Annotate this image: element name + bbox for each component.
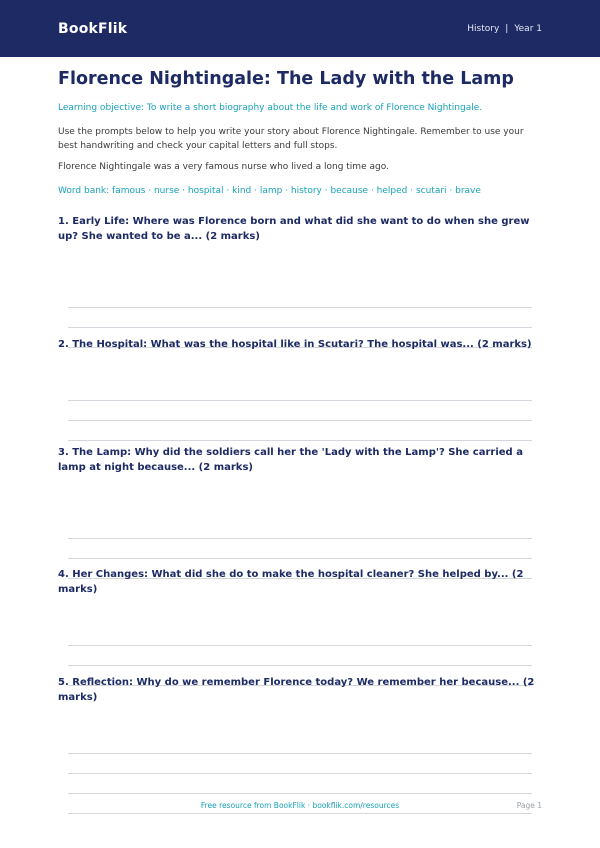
- question-text: 3. The Lamp: Why did the soldiers call her the 'Lady with the Lamp'? She carried a lamp at night because... (2 marks): [58, 447, 523, 473]
- question-block: [58, 445, 542, 475]
- question-block: [58, 675, 542, 705]
- question-text: 5. Reflection: Why do we remember Florence today? We remember her because... (2 marks): [58, 677, 535, 703]
- answer-line[interactable]: [68, 420, 532, 421]
- answer-line[interactable]: [68, 440, 532, 441]
- answer-line[interactable]: [68, 558, 532, 559]
- question-text: 4. Her Changes: What did she do to make the hospital cleaner? She helped by... (2 marks): [58, 569, 524, 595]
- question-text: 2. The Hospital: What was the hospital like in Scutari? The hospital was... (2 marks): [58, 339, 532, 350]
- question-block: [58, 567, 542, 597]
- header-bar: [0, 0, 600, 57]
- answer-line[interactable]: [68, 327, 532, 328]
- breadcrumb-separator: |: [505, 23, 509, 34]
- answer-line[interactable]: [68, 753, 532, 754]
- question-block: [58, 214, 542, 244]
- page-title: Florence Nightingale: The Lady with the Lamp: [58, 69, 514, 89]
- answer-line[interactable]: [68, 793, 532, 794]
- breadcrumb: [467, 24, 542, 34]
- worksheet-intro: [0, 68, 600, 198]
- answer-line[interactable]: [68, 538, 532, 539]
- question-text: 1. Early Life: Where was Florence born and what did she want to do when she grew up? She wanted to be a... (2 marks): [58, 216, 530, 242]
- breadcrumb-year[interactable]: Year 1: [514, 23, 542, 34]
- footer-text: Free resource from BookFlik · bookflik.com/resources: [200, 801, 400, 810]
- answer-line[interactable]: [68, 813, 532, 814]
- breadcrumb-subject[interactable]: History: [467, 23, 500, 34]
- opening-sentence: Florence Nightingale was a very famous nurse who lived a long time ago.: [58, 162, 389, 172]
- answer-line[interactable]: [68, 307, 532, 308]
- instructions: Use the prompts below to help you write your story about Florence Nightingale. Remember to use your best handwriting and check your capital letters and full stops.: [58, 127, 524, 151]
- learning-objective: Learning objective: To write a short biography about the life and work of Florence Nightingale.: [58, 103, 483, 113]
- answer-line[interactable]: [68, 400, 532, 401]
- question-block: [58, 337, 542, 352]
- page-number: Page 1: [516, 801, 542, 810]
- word-bank: Word bank: famous · nurse · hospital · kind · lamp · history · because · helped · scutari · brave: [58, 186, 481, 196]
- brand-logo[interactable]: BookFlik: [58, 20, 128, 37]
- answer-line[interactable]: [68, 773, 532, 774]
- answer-line[interactable]: [68, 665, 532, 666]
- answer-line[interactable]: [68, 645, 532, 646]
